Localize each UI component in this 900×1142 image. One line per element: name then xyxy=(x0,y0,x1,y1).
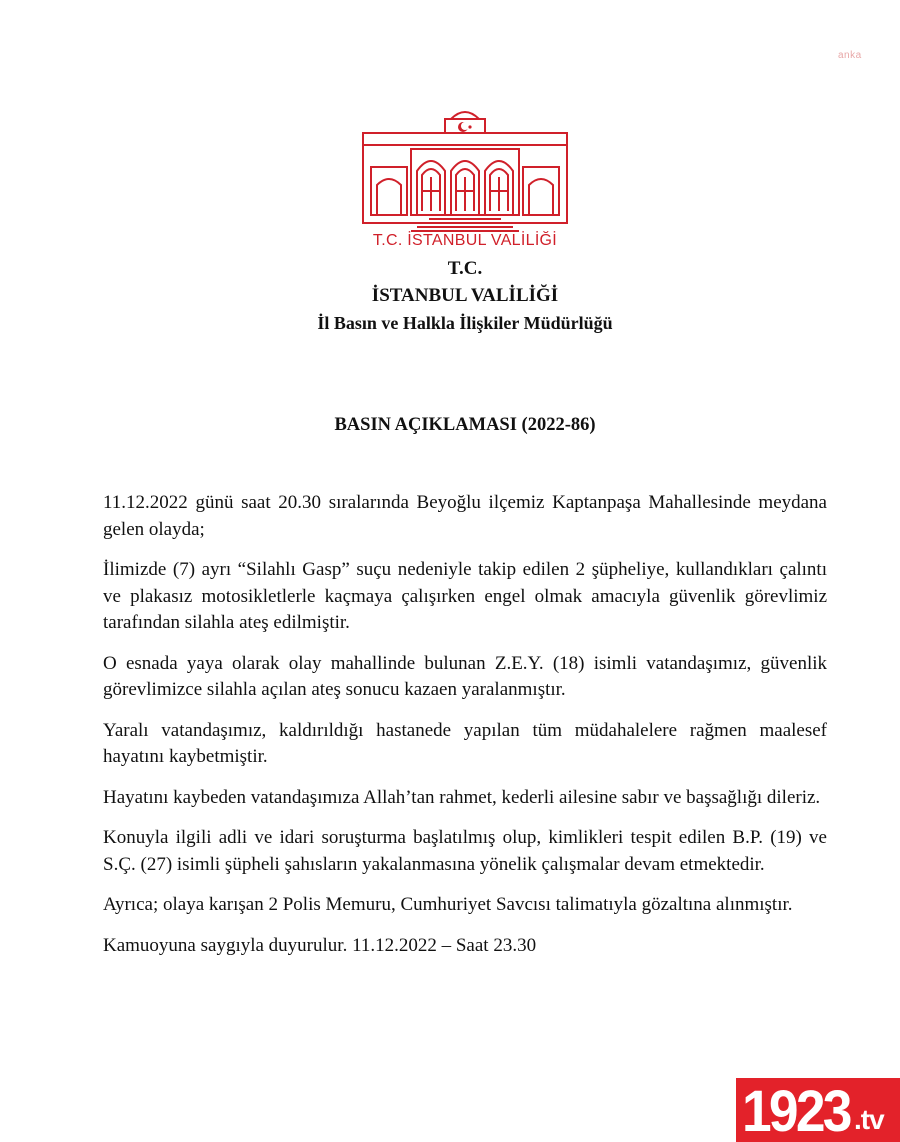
paragraph: Hayatını kaybeden vatandaşımıza Allah’tan rahmet, kederli ailesine sabır ve başsağlığı dileriz. xyxy=(103,786,821,808)
header-tc: T.C. xyxy=(447,258,483,279)
paragraph: İlimizde (7) ayrı “Silahlı Gasp” suçu nedeniyle takip edilen 2 şüpheliye, kullandıkları çalıntı ve plakasız motosikletlerle kaçmaya çalışırken engel olmak amacıyla güvenlik görevlimiz tarafından silahla ateş edilmiştir. xyxy=(103,559,827,633)
statement-body xyxy=(103,490,827,973)
1923tv-logo xyxy=(736,1078,900,1142)
badge-tld: .tv xyxy=(854,1104,884,1135)
logo-caption: T.C. İSTANBUL VALİLİĞİ xyxy=(372,232,558,249)
badge-number: 1923 xyxy=(742,1079,850,1142)
paragraph-closing: Kamuoyuna saygıyla duyurulur. 11.12.2022 – Saat 23.30 xyxy=(103,934,537,956)
header-governorship: İSTANBUL VALİLİĞİ xyxy=(371,285,559,306)
paragraph: Konuyla ilgili adli ve idari soruşturma başlatılmış olup, kimlikleri tespit edilen B.P. (19) ve S.Ç. (27) isimli şüpheli şahısların yakalanmasına yönelik çalışmalar devam etmektedir. xyxy=(103,827,827,875)
paragraph: Ayrıca; olaya karışan 2 Polis Memuru, Cumhuriyet Savcısı talimatıyla gözaltına alınmıştır. xyxy=(103,894,793,915)
paragraph: Yaralı vatandaşımız, kaldırıldığı hastanede yapılan tüm müdahalelere rağmen maalesef hayatını kaybetmiştir. xyxy=(103,719,827,767)
paragraph: O esnada yaya olarak olay mahallinde bulunan Z.E.Y. (18) isimli vatandaşımız, güvenlik görevlimizce silahla açılan ateş sonucu kazaen yaralanmıştır. xyxy=(103,652,827,700)
paragraph: 11.12.2022 günü saat 20.30 sıralarında Beyoğlu ilçemiz Kaptanpaşa Mahallesinde meydana gelen olayda; xyxy=(103,492,827,540)
watermark-text: anka xyxy=(838,50,862,61)
document-title: BASIN AÇIKLAMASI (2022-86) xyxy=(334,415,596,435)
governorship-building-icon xyxy=(359,105,571,235)
header-department: İl Basın ve Halkla İlişkiler Müdürlüğü xyxy=(317,313,613,333)
